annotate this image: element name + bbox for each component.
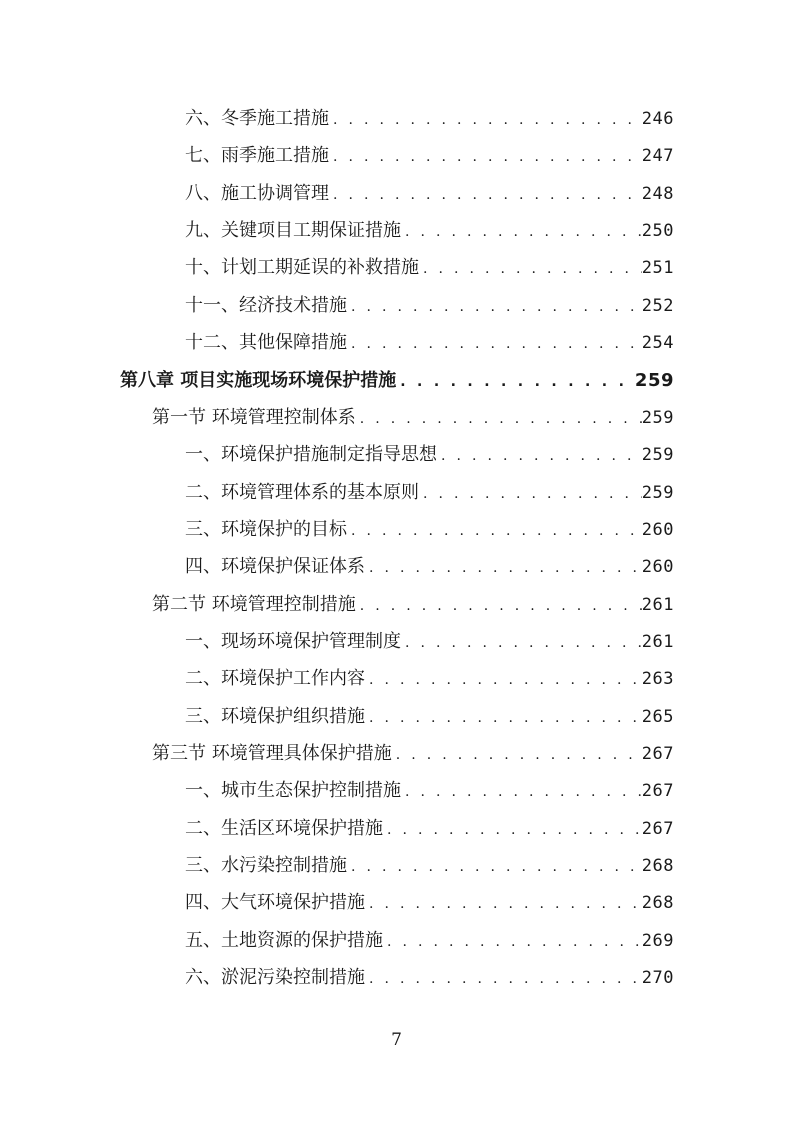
toc-entry-page: 246 xyxy=(641,109,674,129)
page-number: 7 xyxy=(391,1030,402,1050)
toc-entry[interactable] xyxy=(185,175,674,212)
dot-leader xyxy=(423,476,642,513)
toc-entry[interactable] xyxy=(185,623,674,660)
toc-entry-page: 259 xyxy=(641,408,674,428)
toc-entry-page: 259 xyxy=(634,370,674,391)
dot-leader xyxy=(360,401,642,438)
dot-leader xyxy=(369,662,642,699)
toc-entry-title: 四、环境保护保证体系 xyxy=(185,556,365,577)
toc-section-entry[interactable] xyxy=(152,586,674,623)
toc-entry-title: 九、关键项目工期保证措施 xyxy=(185,220,401,241)
dot-leader xyxy=(360,588,642,625)
toc-entry-page: 252 xyxy=(641,296,674,316)
dot-leader xyxy=(369,886,642,923)
toc-entry-title: 五、土地资源的保护措施 xyxy=(185,930,383,951)
toc-entry-title: 六、冬季施工措施 xyxy=(185,108,329,129)
dot-leader xyxy=(351,289,642,326)
toc-entry[interactable] xyxy=(185,772,674,809)
toc-entry[interactable] xyxy=(185,810,674,847)
toc-entry-page: 259 xyxy=(641,483,674,503)
toc-entry-page: 263 xyxy=(641,669,674,689)
toc-section-entry[interactable] xyxy=(152,399,674,436)
toc-entry-page: 248 xyxy=(641,184,674,204)
dot-leader xyxy=(423,251,642,288)
toc-entry-page: 269 xyxy=(641,931,674,951)
toc-entry-title: 第八章 项目实施现场环境保护措施 xyxy=(120,370,397,391)
dot-leader xyxy=(387,924,642,961)
toc-entry-page: 260 xyxy=(641,520,674,540)
toc-entry[interactable] xyxy=(185,660,674,697)
toc-entry-title: 二、生活区环境保护措施 xyxy=(185,818,383,839)
dot-leader xyxy=(333,102,642,139)
toc-entry-title: 三、环境保护组织措施 xyxy=(185,706,365,727)
toc-entry-title: 十、计划工期延误的补救措施 xyxy=(185,257,419,278)
toc-entry[interactable] xyxy=(185,436,674,473)
toc-entry[interactable] xyxy=(185,847,674,884)
toc-entry-title: 第一节 环境管理控制体系 xyxy=(152,407,356,428)
dot-leader xyxy=(369,961,642,998)
toc-section-entry[interactable] xyxy=(152,735,674,772)
toc-entry-page: 267 xyxy=(641,819,674,839)
toc-entry-page: 260 xyxy=(641,557,674,577)
toc-entry-page: 247 xyxy=(641,146,674,166)
toc-entry-title: 六、淤泥污染控制措施 xyxy=(185,967,365,988)
toc-entry-page: 265 xyxy=(641,707,674,727)
dot-leader xyxy=(351,513,642,550)
toc-entry[interactable] xyxy=(185,511,674,548)
dot-leader xyxy=(351,326,642,363)
toc-entry[interactable] xyxy=(185,212,674,249)
toc-entry-title: 第二节 环境管理控制措施 xyxy=(152,594,356,615)
toc-entry-page: 261 xyxy=(641,595,674,615)
toc-entry-title: 一、城市生态保护控制措施 xyxy=(185,780,401,801)
toc-entry[interactable] xyxy=(185,474,674,511)
toc-entry[interactable] xyxy=(185,100,674,137)
toc-entry-page: 250 xyxy=(641,221,674,241)
toc-entry-page: 254 xyxy=(641,333,674,353)
toc-entry-page: 267 xyxy=(641,781,674,801)
toc-entry-title: 八、施工协调管理 xyxy=(185,183,329,204)
toc-entry-title: 一、环境保护措施制定指导思想 xyxy=(185,444,437,465)
toc-entry-page: 251 xyxy=(641,258,674,278)
dot-leader xyxy=(369,550,642,587)
dot-leader xyxy=(405,214,642,251)
toc-entry-title: 一、现场环境保护管理制度 xyxy=(185,631,401,652)
toc-entry-title: 四、大气环境保护措施 xyxy=(185,892,365,913)
toc-entry[interactable] xyxy=(185,249,674,286)
toc-entry-page: 270 xyxy=(641,968,674,988)
toc-entry[interactable] xyxy=(185,959,674,996)
toc-entry-title: 二、环境保护工作内容 xyxy=(185,668,365,689)
toc-entry-page: 268 xyxy=(641,893,674,913)
dot-leader xyxy=(351,849,642,886)
dot-leader xyxy=(333,139,642,176)
dot-leader xyxy=(405,625,642,662)
dot-leader xyxy=(405,774,642,811)
toc-entry[interactable] xyxy=(185,137,674,174)
toc-entry[interactable] xyxy=(185,324,674,361)
dot-leader xyxy=(387,812,642,849)
toc-entry-title: 三、环境保护的目标 xyxy=(185,519,347,540)
dot-leader xyxy=(400,364,635,401)
toc-entry-page: 259 xyxy=(641,445,674,465)
dot-leader xyxy=(333,177,642,214)
toc-entry-page: 261 xyxy=(641,632,674,652)
dot-leader xyxy=(396,737,642,774)
toc-entry-title: 二、环境管理体系的基本原则 xyxy=(185,482,419,503)
toc-entry[interactable] xyxy=(185,548,674,585)
toc-entry-title: 第三节 环境管理具体保护措施 xyxy=(152,743,392,764)
dot-leader xyxy=(369,700,642,737)
toc-entry[interactable] xyxy=(185,698,674,735)
toc-entry-page: 268 xyxy=(641,856,674,876)
toc-entry-title: 十一、经济技术措施 xyxy=(185,295,347,316)
toc-entry-title: 七、雨季施工措施 xyxy=(185,145,329,166)
toc-chapter-entry[interactable] xyxy=(120,362,674,399)
toc-entry[interactable] xyxy=(185,884,674,921)
toc-entry-title: 三、水污染控制措施 xyxy=(185,855,347,876)
toc-entry[interactable] xyxy=(185,287,674,324)
toc-entry-title: 十二、其他保障措施 xyxy=(185,332,347,353)
toc-entry-page: 267 xyxy=(641,744,674,764)
dot-leader xyxy=(441,438,642,475)
toc-entry[interactable] xyxy=(185,922,674,959)
